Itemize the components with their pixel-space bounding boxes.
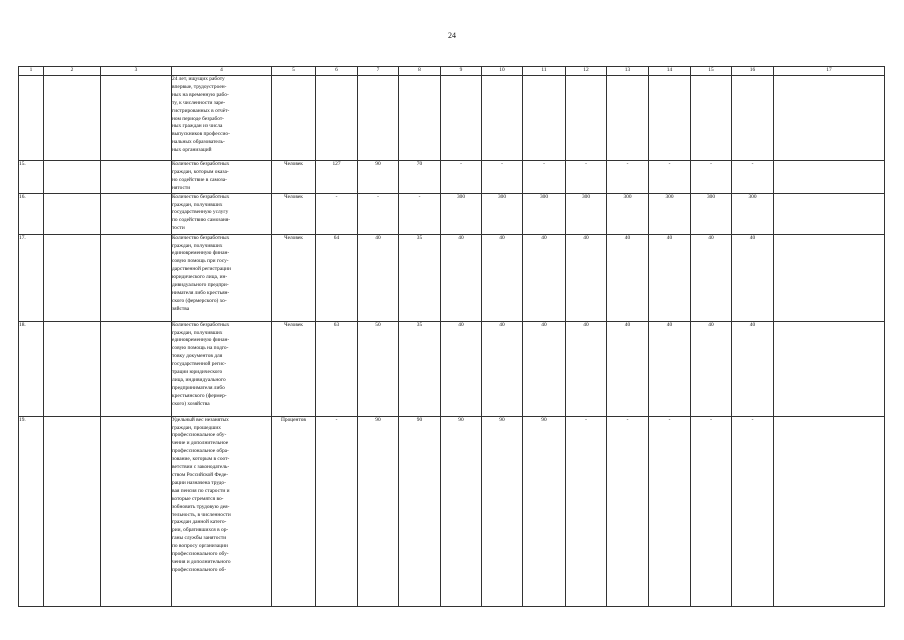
column-header: 2 [44,67,101,76]
empty-cell-col3 [101,234,172,321]
row-number [19,76,44,161]
indicator-line: профессиональное обра- [172,448,229,455]
indicator-line: граждан, получивших [172,242,223,249]
indicator-line: рии, обратившихся в ор- [172,527,229,534]
indicator-line: ных организаций [172,147,212,154]
value-cell: 40 [691,321,732,416]
indicator-line: чения и дополнительного [172,558,231,565]
value-cell: 300 [691,193,732,234]
table-row [19,234,885,321]
value-cell: 40 [649,234,691,321]
table-row [19,76,885,161]
column-header: 13 [607,67,649,76]
notes-cell [774,193,885,234]
empty-cell-col2 [44,234,101,321]
indicator-line: государственную услугу [172,209,229,216]
indicator-line: вая пенсия по старости и [172,487,230,494]
column-header: 7 [358,67,399,76]
table-row [19,161,885,194]
indicator-line: по вопросу организации [172,543,228,550]
indicator-line: чение и дополнительное [172,440,229,447]
value-cell: 300 [607,193,649,234]
page-number: 24 [448,31,456,40]
indicator-line: трации юридического [172,369,223,376]
indicator-line: лица, индивидуального [172,376,226,383]
indicator-line: юридического лица, ин- [172,274,228,281]
indicator-line: совую помощь на подго- [172,345,229,352]
indicator-line: Удельный вес незанятых [172,416,229,423]
value-cell: 300 [649,193,691,234]
notes-cell [774,161,885,194]
value-cell: - [566,161,607,194]
value-cell: 70 [399,161,441,194]
indicator-name [172,76,272,161]
unit-of-measure: Процентов [272,416,316,606]
row-number: 18. [19,321,44,416]
value-cell [649,76,691,161]
indicator-line: зобновить трудовую дея- [172,503,230,510]
value-cell: - [649,161,691,194]
indicator-line: дарственной регистрации [172,266,231,273]
indicator-line: которые стремятся во- [172,495,224,502]
value-cell: - [607,161,649,194]
value-cell [358,76,399,161]
empty-cell-col2 [44,416,101,606]
row-number: 19. [19,416,44,606]
indicator-line: Количество безработных [172,234,230,241]
column-header: 14 [649,67,691,76]
empty-cell-col3 [101,321,172,416]
indicator-line: зование, которым в соот- [172,456,230,463]
value-cell [732,76,774,161]
indicator-line: ном периоде безработ- [172,115,224,122]
indicator-line: нальных образователь- [172,139,225,146]
indicator-name [172,193,272,234]
value-cell: 40 [441,234,482,321]
value-cell [607,76,649,161]
value-cell: 90 [358,161,399,194]
value-cell: 90 [523,416,566,606]
value-cell [566,76,607,161]
column-header: 15 [691,67,732,76]
indicator-line: ского) хозяйства [172,400,210,407]
indicator-line: ского (фермерского) хо- [172,297,227,304]
notes-cell [774,416,885,606]
value-cell: - [607,416,649,606]
value-cell: - [316,416,358,606]
value-cell: 40 [691,234,732,321]
row-number: 15. [19,161,44,194]
value-cell: 63 [316,321,358,416]
indicator-line: ветствии с законодатель- [172,464,230,471]
unit-of-measure: Человек [272,161,316,194]
indicator-line: нятости [172,184,191,191]
value-cell [441,76,482,161]
value-cell [316,76,358,161]
indicator-line: Количество безработных [172,321,230,328]
indicator-line: впервые, трудоустроен- [172,83,227,90]
value-cell: 64 [316,234,358,321]
empty-cell-col2 [44,321,101,416]
value-cell [523,76,566,161]
indicator-line: нимателя либо крестьян- [172,289,230,296]
row-number: 17. [19,234,44,321]
indicator-line: ных граждан из числа [172,123,223,130]
value-cell: 300 [523,193,566,234]
value-cell: - [566,416,607,606]
indicator-line: ных на временную рабо- [172,91,229,98]
value-cell: 90 [399,416,441,606]
value-cell: 40 [732,234,774,321]
column-header: 4 [172,67,272,76]
column-header-row [19,67,885,76]
value-cell: 35 [399,321,441,416]
empty-cell-col3 [101,76,172,161]
value-cell: - [358,193,399,234]
indicator-line: ту, к численности заре- [172,99,226,106]
empty-cell-col2 [44,76,101,161]
table-row [19,321,885,416]
indicator-line: предпринимателя либо [172,384,225,391]
indicator-line: граждан, которым оказа- [172,168,229,175]
empty-cell-col3 [101,161,172,194]
value-cell: 40 [441,321,482,416]
unit-of-measure: Человек [272,193,316,234]
column-header: 12 [566,67,607,76]
column-header: 16 [732,67,774,76]
value-cell: 300 [732,193,774,234]
indicator-line: тельность, в численности [172,511,231,518]
indicator-line: крестьянского (фермер- [172,392,227,399]
indicator-line: Количество безработных [172,193,230,200]
indicator-name [172,234,272,321]
indicator-line: граждан, прошедших [172,424,221,431]
column-header: 5 [272,67,316,76]
indicator-line: ганы службы занятости [172,535,227,542]
column-header: 8 [399,67,441,76]
value-cell: 90 [482,416,523,606]
indicator-name [172,161,272,194]
value-cell: - [482,161,523,194]
empty-cell-col3 [101,193,172,234]
value-cell: - [649,416,691,606]
value-cell: 300 [566,193,607,234]
value-cell [482,76,523,161]
table-row [19,416,885,606]
column-header: 9 [441,67,482,76]
unit-of-measure [272,76,316,161]
indicator-line: гистрированных в отчёт- [172,107,230,114]
indicator-line: тости [172,225,185,232]
indicator-line: единовременную финан- [172,250,230,257]
value-cell: 40 [607,234,649,321]
value-cell: 40 [523,321,566,416]
value-cell: 40 [607,321,649,416]
value-cell: 300 [482,193,523,234]
column-header: 10 [482,67,523,76]
value-cell: - [691,161,732,194]
value-cell: 300 [441,193,482,234]
value-cell: 40 [358,234,399,321]
empty-cell-col2 [44,161,101,194]
column-header: 3 [101,67,172,76]
indicator-line: профессиональное обу- [172,432,227,439]
indicator-line: по содействию самозаня- [172,217,231,224]
indicator-line: товку документов для [172,353,223,360]
indicator-line: профессионального обу- [172,551,229,558]
indicator-name [172,416,272,606]
value-cell: - [732,161,774,194]
row-number: 16. [19,193,44,234]
indicator-line: 24 лет, ищущих работу [172,76,225,82]
empty-cell-col3 [101,416,172,606]
value-cell: - [441,161,482,194]
notes-cell [774,234,885,321]
indicators-table [18,66,885,607]
unit-of-measure: Человек [272,321,316,416]
unit-of-measure: Человек [272,234,316,321]
indicator-line: но содействие в самоза- [172,176,227,183]
value-cell: 90 [441,416,482,606]
indicator-line: рации назначена трудо- [172,479,226,486]
value-cell: 40 [566,321,607,416]
value-cell: - [691,416,732,606]
value-cell: 90 [358,416,399,606]
indicator-line: единовременную финан- [172,337,230,344]
indicator-line: совую помощь при госу- [172,258,229,265]
column-header: 17 [774,67,885,76]
indicator-line: граждан, получивших [172,201,223,208]
value-cell: - [732,416,774,606]
value-cell: - [399,193,441,234]
indicator-line: выпускников профессио- [172,131,230,138]
value-cell: 40 [649,321,691,416]
indicator-line: государственной регис- [172,361,227,368]
table-row [19,193,885,234]
indicator-line: граждан, получивших [172,329,223,336]
indicator-line: профессионального об- [172,566,227,573]
indicator-line: ством Российской Феде- [172,471,229,478]
value-cell: 35 [399,234,441,321]
indicator-line: зяйства [172,305,190,312]
indicator-name [172,321,272,416]
value-cell: - [523,161,566,194]
indicator-line: дивидуального предпри- [172,282,229,289]
table-body [19,76,885,607]
value-cell: 40 [482,234,523,321]
indicator-line: Количество безработных [172,161,230,167]
value-cell: 40 [523,234,566,321]
value-cell: - [316,193,358,234]
value-cell [691,76,732,161]
value-cell: 50 [358,321,399,416]
value-cell: 40 [566,234,607,321]
value-cell [399,76,441,161]
value-cell: 40 [732,321,774,416]
indicator-line: граждан данной катего- [172,519,227,526]
column-header: 6 [316,67,358,76]
value-cell: 40 [482,321,523,416]
notes-cell [774,76,885,161]
column-header: 1 [19,67,44,76]
empty-cell-col2 [44,193,101,234]
column-header: 11 [523,67,566,76]
value-cell: 127 [316,161,358,194]
notes-cell [774,321,885,416]
